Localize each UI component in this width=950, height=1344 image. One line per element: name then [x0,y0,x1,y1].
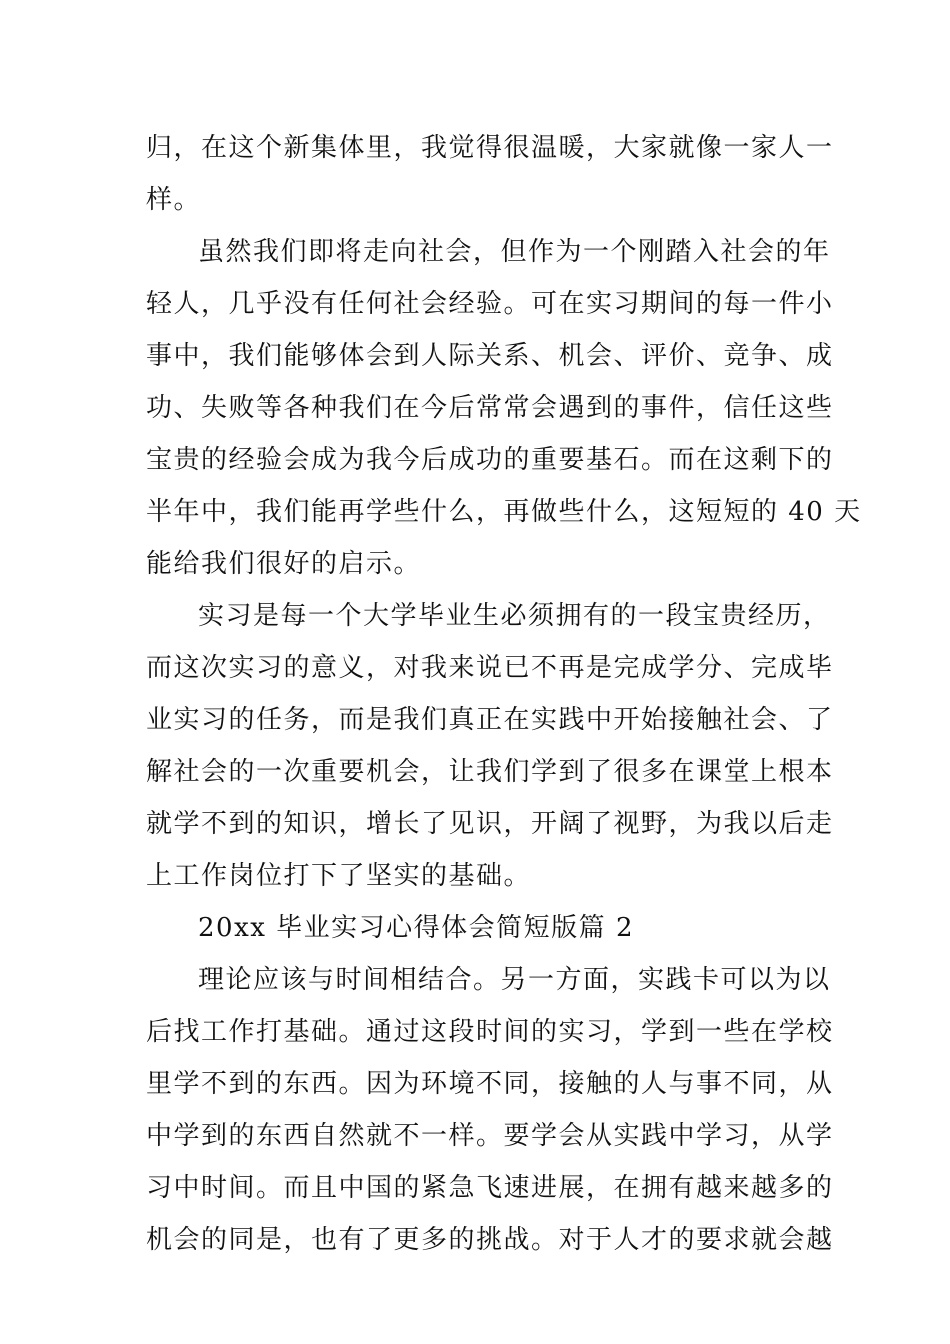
text-line: 宝贵的经验会成为我今后成功的重要基石。而在这剩下的 [146,445,834,475]
text-line: 事中，我们能够体会到人际关系、机会、评价、竞争、成 [146,341,834,371]
text-line: 轻人，几乎没有任何社会经验。可在实习期间的每一件小 [146,289,834,319]
section-heading: 20xx 毕业实习心得体会简短版篇 2 [198,913,634,943]
text-line: 虽然我们即将走向社会，但作为一个刚踏入社会的年 [198,237,831,267]
text-line: 归，在这个新集体里，我觉得很温暖，大家就像一家人一 [146,133,834,163]
text-line: 上工作岗位打下了坚实的基础。 [146,861,532,891]
text-line: 而这次实习的意义，对我来说已不再是完成学分、完成毕 [146,653,834,683]
text-line: 机会的同是，也有了更多的挑战。对于人才的要求就会越 [146,1225,834,1255]
text-line: 半年中，我们能再学些什么，再做些什么，这短短的 40 天 [146,497,862,527]
text-line: 解社会的一次重要机会，让我们学到了很多在课堂上根本 [146,757,834,787]
text-line: 实习是每一个大学毕业生必须拥有的一段宝贵经历， [198,601,831,631]
text-line: 习中时间。而且中国的紧急飞速进展，在拥有越来越多的 [146,1173,834,1203]
text-line: 中学到的东西自然就不一样。要学会从实践中学习，从学 [146,1121,834,1151]
text-line: 业实习的任务，而是我们真正在实践中开始接触社会、了 [146,705,834,735]
text-line: 后找工作打基础。通过这段时间的实习，学到一些在学校 [146,1017,834,1047]
text-line: 功、失败等各种我们在今后常常会遇到的事件，信任这些 [146,393,834,423]
text-line: 就学不到的知识，增长了见识，开阔了视野，为我以后走 [146,809,834,839]
text-line: 能给我们很好的启示。 [146,549,422,579]
text-line: 样。 [146,185,202,215]
text-line: 里学不到的东西。因为环境不同，接触的人与事不同，从 [146,1069,834,1099]
text-line: 理论应该与时间相结合。另一方面，实践卡可以为以 [198,965,831,995]
